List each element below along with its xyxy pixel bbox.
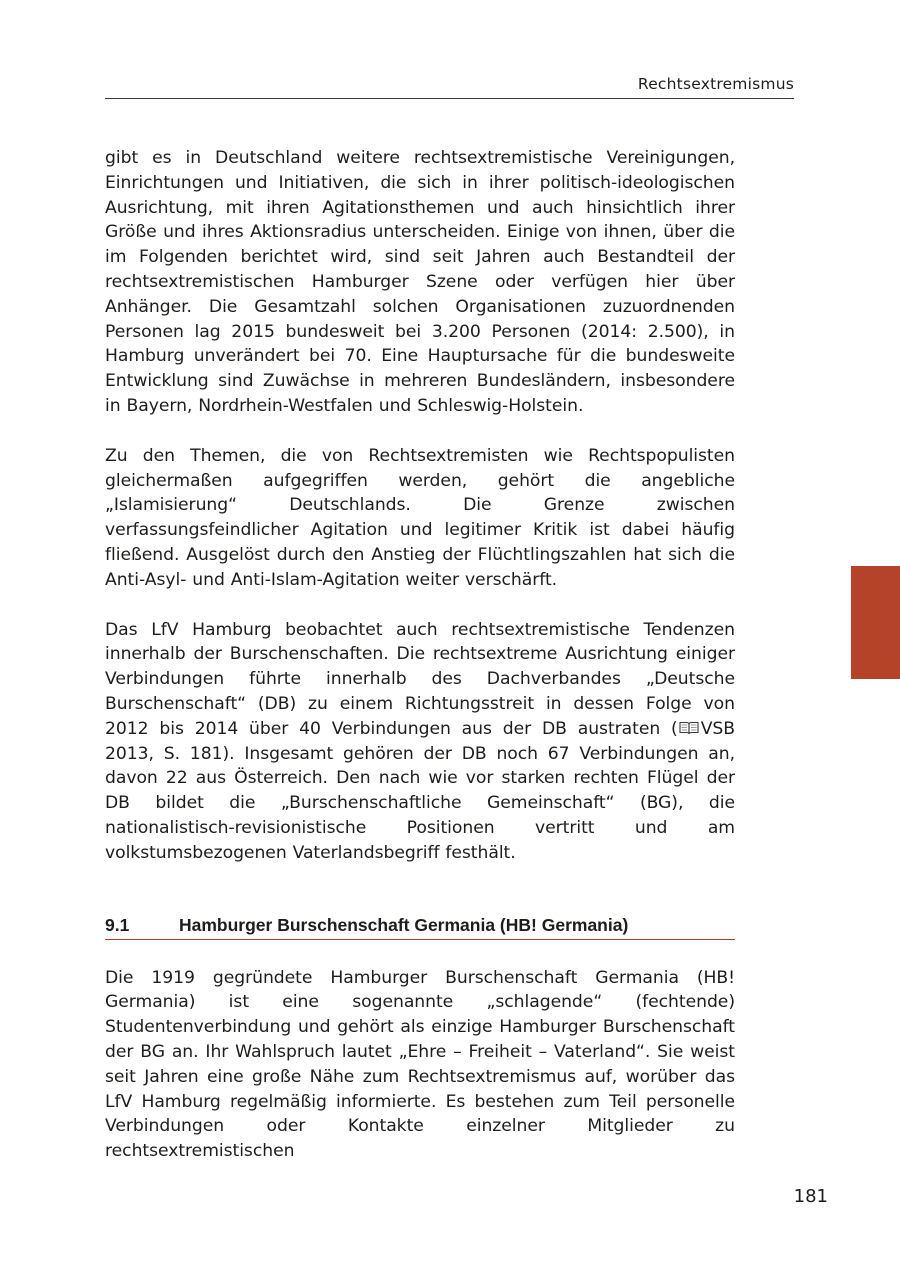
paragraph-islamisierung: Zu den Themen, die von Rechtsextremisten wie Rechtspopulisten gleichermaßen aufgegriffen werden, gehört die angebliche „Islamisierung“ Deutschlands. Die Grenze zwischen verfassungsfeindlicher Agitation und legitimer Kritik ist dabei häufig fließend. Ausgelöst durch den Anstieg der Flüchtlingszahlen hat sich die Anti-Asyl- und Anti-Islam-Agitation weiter verschärft.: [105, 445, 735, 590]
paragraph-intro: gibt es in Deutschland weitere rechtsextremistische Vereinigungen, Einrichtungen und Initiativen, die sich in ihrer politisch-ideologischen Ausrichtung, mit ihren Agitationsthemen und auch hinsichtlich ihrer Größe und ihres Aktionsradius unterscheiden. Einige von ihnen, über die im Folgenden berichtet wird, sind seit Jahren auch Bestandteil der rechtsextremistischen Hamburger Szene oder verfügen hier über Anhänger. Die Gesamtzahl solchen Organisationen zuzuordnenden Personen lag 2015 bundesweit bei 3.200 Personen (2014: 2.500), in Hamburg unverändert bei 70. Eine Hauptursache für die bundesweite Entwicklung sind Zuwächse in mehreren Bundesländern, insbesondere in Bayern, Nordrhein-Westfalen und Schleswig-Holstein.: [105, 148, 735, 416]
header-rule: [105, 98, 794, 99]
paragraph-burschenschaften-text-start: Das LfV Hamburg beobachtet auch rechtsextremistische Tendenzen innerhalb der Burschenschaften. Die rechtsextreme Ausrichtung einiger Verbindungen führte innerhalb des Dachverbandes „Deutsche Burschenschaft“ (DB) zu einem Richtungsstreit in dessen Folge von 2012 bis 2014 über 40 Verbindungen aus der DB austraten (: [105, 619, 735, 739]
cross-reference-link[interactable]: VSB 2013, S. 181: [105, 718, 735, 764]
paragraph-burschenschaften-text-end: ). Insgesamt gehören der DB noch 67 Verbindungen an, davon 22 aus Österreich. Den nach wie vor starken rechten Flügel der DB bildet die „Burschenschaftliche Gemeinschaft“ (BG), die nationalistisch-revisionistische Positionen vertritt und am volkstumsbezogenen Vaterlandsbegriff festhält.: [105, 743, 735, 863]
paragraph-burschenschaften: [105, 618, 735, 866]
section-heading: [105, 914, 735, 940]
page-body: [105, 146, 735, 1189]
chapter-marker-tab: [851, 566, 900, 679]
section-title: Hamburger Burschenschaft Germania (HB! Germania): [179, 914, 629, 935]
book-icon: [679, 721, 699, 735]
paragraph-germania: Die 1919 gegründete Hamburger Burschenschaft Germania (HB! Germania) ist eine sogenannte „schlagende“ (fechtende) Studentenverbindung und gehört als einzige Hamburger Burschenschaft der BG an. Ihr Wahlspruch lautet „Ehre – Freiheit – Vaterland“. Sie weist seit Jahren eine große Nähe zum Rechtsextremismus auf, worüber das LfV Hamburg regelmäßig informierte. Es bestehen zum Teil personelle Verbindungen oder Kontakte einzelner Mitglieder zu rechtsextremistischen: [105, 967, 735, 1162]
page-number: 181: [793, 1186, 828, 1207]
running-header-title: Rechtsextremismus: [637, 75, 794, 93]
section-number: 9.1: [105, 914, 130, 935]
running-header: [105, 0, 794, 100]
